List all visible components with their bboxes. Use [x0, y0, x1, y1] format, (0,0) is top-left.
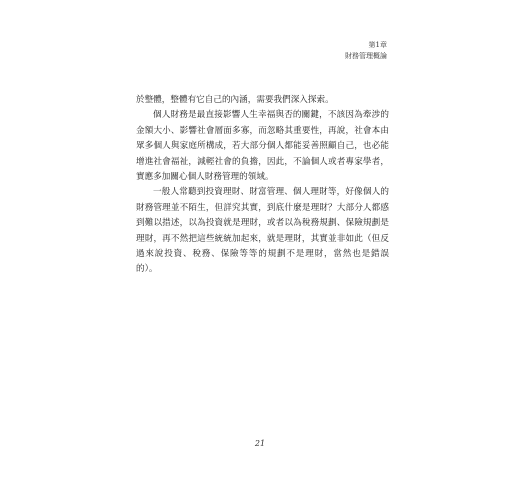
paragraph-continued: 於整體，整體有它自己的內涵，需要我們深入探索。: [136, 95, 334, 105]
running-head: [345, 40, 387, 62]
chapter-number: 第1章: [368, 41, 387, 49]
body-text: [136, 93, 389, 278]
paragraph-what-is-finance: 一般人常聽到投資理財、財富管理、個人理財等，好像個人的財務管理並不陌生，但詳究其實，到底什麼是理財？大部分人都感到難以措述，以為投資就是理財，或者以為稅務規劃、保險規劃是理財，再不然把這些統統加起來，就是理財，其實並非如此（但反過來說投資、稅務、保險等等的規劃不是理財，當然也是錯誤的）。: [136, 187, 389, 275]
paragraph-personal-finance: 個人財務是最直接影響人生幸福與否的關鍵，不該因為牽涉的金額大小、影響社會層面多寡，而忽略其重要性，再說，社會本由眾多個人與家庭所構成，若大部分個人都能妥善照顧自己，也必能增進社會福祉，減輕社會的負擔，因此，不論個人或者專家學者，實應多加關心個人財務管理的領域。: [136, 110, 389, 183]
page-number: 21: [254, 439, 266, 448]
chapter-title: 財務管理概論: [345, 52, 387, 60]
